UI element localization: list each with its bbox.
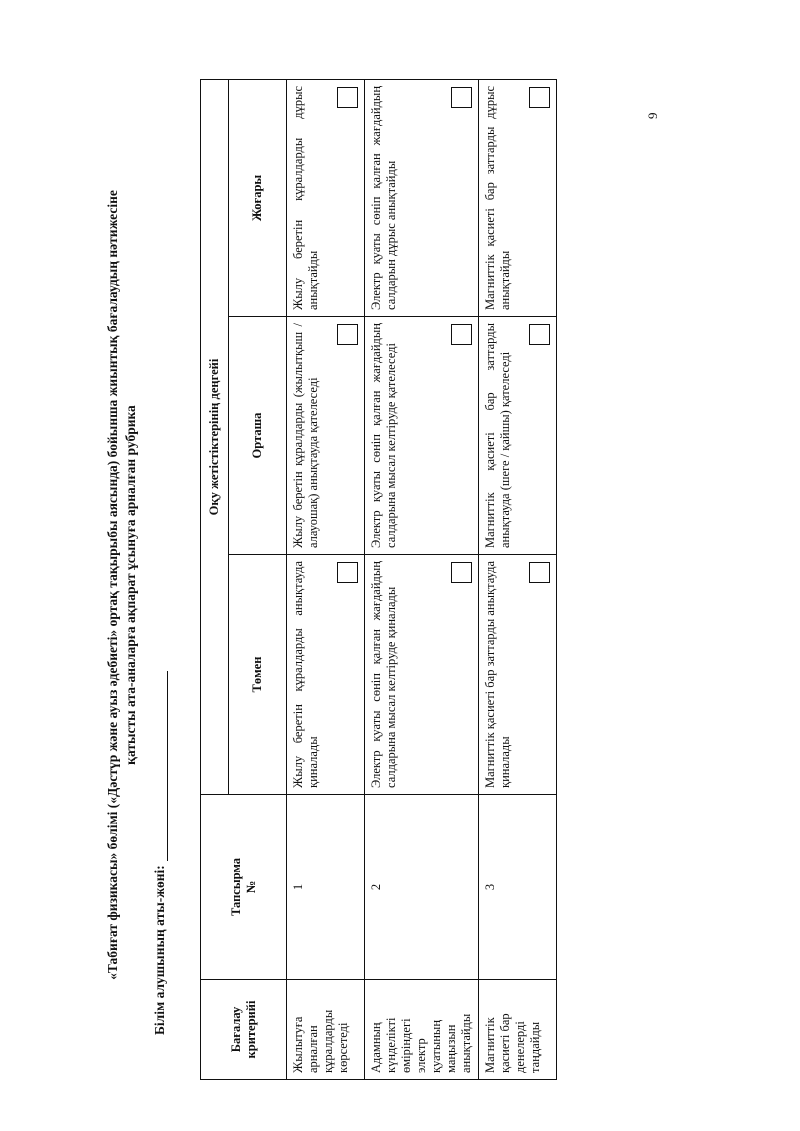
- level-low-text: Магниттік қасиеті бар заттарды анықтауда қиналады: [483, 561, 512, 788]
- task-number-cell: 3: [479, 795, 557, 980]
- checkbox[interactable]: [337, 87, 358, 108]
- checkbox[interactable]: [451, 324, 472, 345]
- level-high-text: Магниттік қасиеті бар заттарды дұрыс анықтайды: [483, 85, 512, 310]
- criterion-cell: Магниттік қасиеті бар денелерді таңдайды: [479, 980, 557, 1080]
- task-number-cell: 1: [287, 795, 365, 980]
- criterion-cell: Жылытуға арналған құралдарды көрсетеді: [287, 980, 365, 1080]
- rotated-page-content: [100, 65, 700, 1105]
- header-level-low: Төмен: [229, 555, 287, 795]
- document-title-line-1: «Табиғат физикасы» бөлімі («Дәстүр және ауыз әдебиеті» ортақ тақырыбы аясында) бойынша жиынтық бағалаудың нәтижесіне: [105, 190, 120, 980]
- level-high-cell: [365, 79, 479, 316]
- level-low-cell: [365, 555, 479, 795]
- checkbox[interactable]: [529, 562, 550, 583]
- level-high-text: Жылу беретін құралдарды дұрыс анықтайды: [291, 85, 320, 310]
- student-name-field: [152, 671, 168, 1035]
- checkbox[interactable]: [529, 324, 550, 345]
- criterion-cell: Адамның күнделікті өміріндегі электр қуатының маңызын анықтайды: [365, 980, 479, 1080]
- level-medium-text: Магниттік қасиеті бар заттарды анықтауда (шеге / қайшы) қателеседі: [483, 323, 512, 548]
- level-medium-cell: [479, 317, 557, 555]
- table-row: [479, 79, 557, 1079]
- page-number: 9: [645, 112, 660, 119]
- level-high-text: Электр қуаты сөніп қалған жағдайдың салдарын дұрыс анықтайды: [369, 85, 398, 310]
- level-low-cell: [479, 555, 557, 795]
- checkbox[interactable]: [451, 562, 472, 583]
- level-low-text: Электр қуаты сөніп қалған жағдайдың салдарына мысал келтіруде қиналады: [369, 561, 398, 788]
- table-row: [365, 79, 479, 1079]
- level-low-text: Жылу беретін құралдарды анықтауда қиналады: [291, 561, 320, 788]
- checkbox[interactable]: [337, 562, 358, 583]
- level-high-cell: [287, 79, 365, 316]
- task-number-cell: 2: [365, 795, 479, 980]
- level-medium-text: Электр қуаты сөніп қалған жағдайдың салдарына мысал келтіруде қателеседі: [369, 323, 398, 548]
- document-title-line-2: қатысты ата-аналарға ақпарат ұсынуға арналған рубрика: [123, 405, 138, 765]
- level-low-cell: [287, 555, 365, 795]
- header-achievement-levels: Оқу жетістіктерінің деңгейі: [201, 79, 229, 794]
- header-level-high: Жоғары: [229, 79, 287, 316]
- rubric-table: [200, 79, 557, 1080]
- level-medium-cell: [365, 317, 479, 555]
- checkbox[interactable]: [337, 324, 358, 345]
- header-level-medium: Орташа: [229, 317, 287, 555]
- student-name-blank-line: [153, 671, 168, 861]
- header-criterion: Бағалау критерийі: [201, 980, 287, 1080]
- level-medium-cell: [287, 317, 365, 555]
- table-row: [287, 79, 365, 1079]
- level-medium-text: Жылу беретін құралдарды (жылытқыш / алауошақ) анықтауда қателеседі: [291, 323, 320, 548]
- header-task-number: Тапсырма №: [201, 795, 287, 980]
- level-high-cell: [479, 79, 557, 316]
- student-name-label: Білім алушының аты-жөні:: [152, 865, 167, 1035]
- checkbox[interactable]: [529, 87, 550, 108]
- checkbox[interactable]: [451, 87, 472, 108]
